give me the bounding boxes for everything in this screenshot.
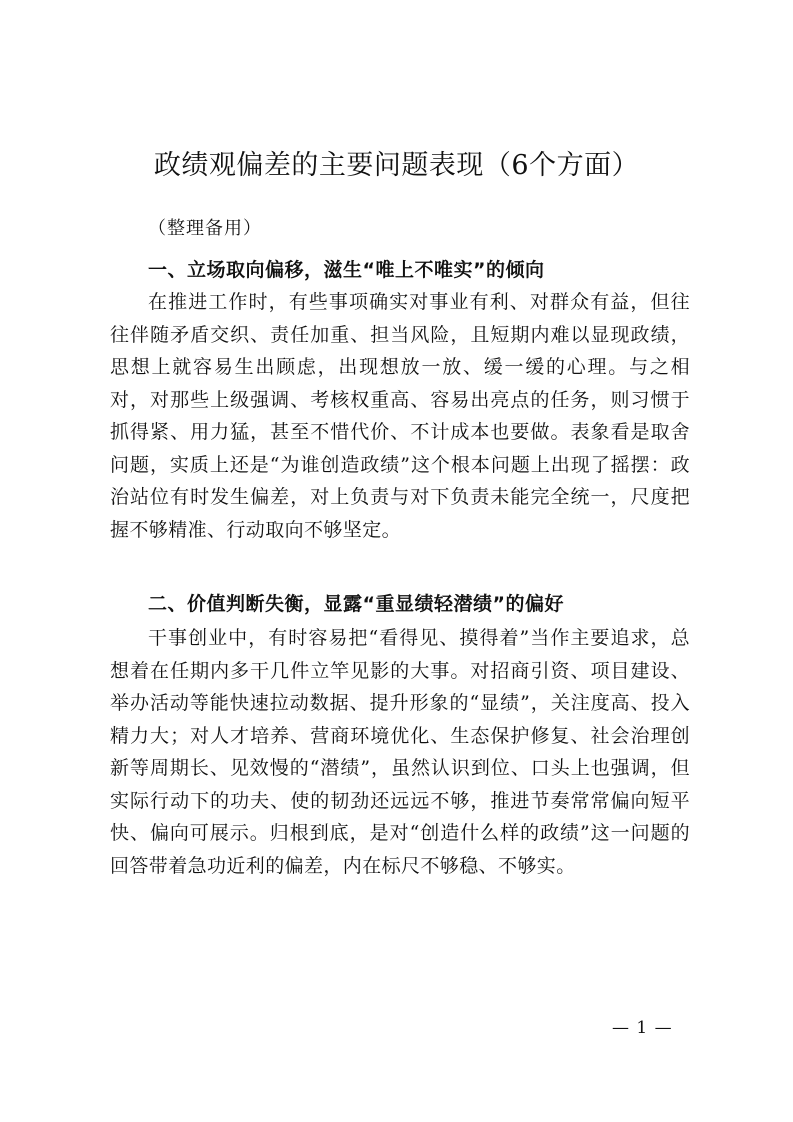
section-heading-2: 二、价值判断失衡，显露“重显绩轻潜绩”的偏好 [148, 593, 564, 615]
section-body-2: 干事创业中，有时容易把“看得见、摸得着”当作主要追求，总想着在任期内多干几件立竿见影的大事。对招商引资、项目建设、举办活动等能快速拉动数据、提升形象的“显绩”，关注度高、投入精力大；对人才培养、营商环境优化、生态保护修复、社会治理创新等周期长、见效慢的“潜绩”，虽然认识到位、口头上也强调，但实际行动下的功夫、使的韧劲还远远不够，推进节奏常常偏向短平快、偏向可展示。归根到底，是对“创造什么样的政绩”这一问题的回答带着急功近利的偏差，内在标尺不够稳、不够实。 [110, 627, 690, 877]
section-heading-1: 一、立场取向偏移，滋生“唯上不唯实”的倾向 [148, 259, 545, 281]
document-title: 政绩观偏差的主要问题表现（6个方面） [153, 150, 640, 181]
document-note: （整理备用） [148, 218, 262, 239]
page-number: — 1 — [612, 1018, 673, 1038]
section-body-1: 在推进工作时，有些事项确实对事业有利、对群众有益，但往往伴随矛盾交织、责任加重、担当风险，且短期内难以显现政绩，思想上就容易生出顾虑，出现想放一放、缓一缓的心理。与之相对，对那些上级强调、考核权重高、容易出亮点的任务，则习惯于抓得紧、用力猛，甚至不惜代价、不计成本也要做。表象看是取舍问题，实质上还是“为谁创造政绩”这个根本问题上出现了摇摆：政治站位有时发生偏差，对上负责与对下负责未能完全统一，尺度把握不够精准、行动取向不够坚定。 [110, 291, 690, 541]
